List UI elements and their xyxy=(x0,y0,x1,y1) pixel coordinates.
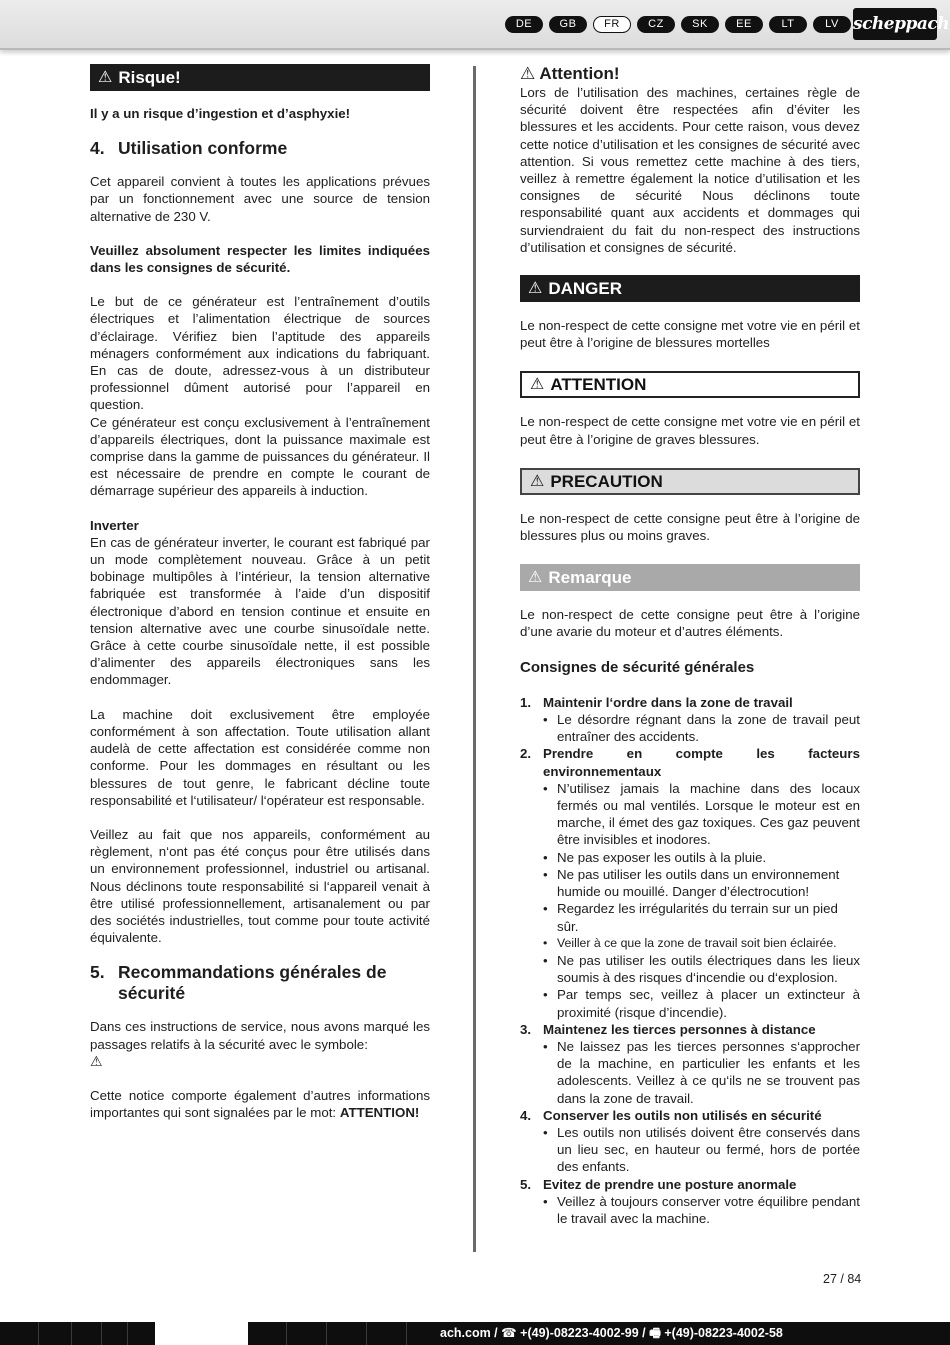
rule-bullet: • N’utilisez jamais la machine dans des locaux fermés ou mal ventilés. Lorsque le moteur est en marche, il émet des gaz toxiques. Ces gaz peuvent être invisibles et inodores. xyxy=(543,780,860,849)
warning-symbol-icon: ⚠ xyxy=(90,1052,103,1069)
footer-segment xyxy=(71,1322,102,1345)
precaution-label: PRECAUTION xyxy=(550,471,663,491)
rule-item xyxy=(520,745,860,1020)
s5-paragraph-1: Dans ces instructions de service, nous avons marqué les passages relatifs à la sécurité avec le symbole: xyxy=(90,1019,430,1052)
rule-number: 1. xyxy=(520,694,532,710)
lang-fr[interactable]: FR xyxy=(593,16,631,33)
danger-text: Le non-respect de cette consigne met votre vie en péril et peut être à l’origine de blessures mortelles xyxy=(520,318,860,351)
rule-bullet: • Ne pas utiliser les outils électriques dans les lieux soumis à des risques d‘incendie ou d‘explosion. xyxy=(543,952,860,986)
footer-segment xyxy=(286,1322,327,1345)
warning-icon: ⚠ xyxy=(520,64,536,83)
footer-white-block xyxy=(155,1322,248,1345)
s4-paragraph-3: Ce générateur est conçu exclusivement à l’entraînement d’appareils électriques, dont la puissance maximale est comprise dans la gamme de puissances du générateur. Il est nécessaire de prendre en compte le courant de démarrage supérieur des appareils à induction. xyxy=(90,414,430,499)
lang-lt[interactable]: LT xyxy=(769,16,807,33)
section-title: Utilisation conforme xyxy=(118,138,288,159)
rule-number: 5. xyxy=(520,1176,532,1192)
header-bar xyxy=(0,0,950,50)
section-number: 4. xyxy=(90,138,105,159)
rule-bullet: • Ne pas utiliser les outils dans un environnement humide ou mouillé. Danger d’électrocution! xyxy=(543,866,860,900)
danger-label: DANGER xyxy=(548,278,623,298)
s5-attention-word: ATTENTION! xyxy=(339,1105,420,1121)
risk-banner xyxy=(90,64,430,91)
rule-bullet: • Les outils non utilisés doivent être conservés dans un lieu sec, en hauteur ou fermé, hors de portée des enfants. xyxy=(543,1124,860,1176)
lang-gb[interactable]: GB xyxy=(549,16,587,33)
attention-banner xyxy=(520,371,860,398)
rule-number: 4. xyxy=(520,1107,532,1123)
precaution-text: Le non-respect de cette consigne peut être à l’origine de blessures plus ou moins graves. xyxy=(520,510,860,544)
rule-number: 3. xyxy=(520,1021,532,1037)
lang-de[interactable]: DE xyxy=(505,16,543,33)
rule-bullet: • Veillez à toujours conserver votre équilibre pendant le travail avec la machine. xyxy=(543,1193,860,1227)
danger-banner xyxy=(520,275,860,302)
right-column xyxy=(520,64,860,1227)
rule-item xyxy=(520,694,860,746)
rule-bullet: • Le désordre régnant dans la zone de travail peut entraîner des accidents. xyxy=(543,711,860,745)
brand-logo: scheppach xyxy=(853,8,937,40)
rule-item xyxy=(520,1176,860,1228)
risk-text: Il y a un risque d’ingestion et d’asphyxie! xyxy=(90,106,351,121)
left-column xyxy=(90,64,430,1121)
section-title: Recommandations générales de sécurité xyxy=(118,962,387,1004)
lang-lv[interactable]: LV xyxy=(813,16,851,33)
footer-segment xyxy=(127,1322,156,1345)
rule-title: Maintenir l‘ordre dans la zone de travail xyxy=(543,694,793,710)
language-selector xyxy=(505,16,851,33)
footer-segment xyxy=(326,1322,367,1345)
rule-title: Maintenez les tierces personnes à distance xyxy=(543,1021,816,1037)
section-4-heading xyxy=(90,138,430,159)
rule-bullet: • Par temps sec, veillez à placer un extincteur à proximité (risque d’incendie). xyxy=(543,986,860,1020)
rule-bullet: • Ne pas exposer les outils à la pluie. xyxy=(543,849,860,866)
safety-rules-list xyxy=(520,694,860,1227)
s4-paragraph-2: Le but de ce générateur est l’entraînement d’outils électriques et l’alimentation électrique de sources d’éclairage. Vérifiez bien l’aptitude des appareils ménagers conformément aux indications du fabriquant. En cas de doute, adressez-vous à un distributeur professionnel dûment autorisé pour l’appareil en question. xyxy=(90,294,430,413)
remarque-text: Le non-respect de cette consigne peut être à l’origine d’une avarie du moteur et d’autres éléments. xyxy=(520,607,860,640)
remarque-banner xyxy=(520,564,860,591)
attention-heading xyxy=(520,64,860,84)
footer-bar xyxy=(0,1322,950,1345)
precaution-banner xyxy=(520,468,860,495)
lang-sk[interactable]: SK xyxy=(681,16,719,33)
footer-segment xyxy=(366,1322,407,1345)
inverter-text: En cas de générateur inverter, le courant est fabriqué par un mode complètement nouveau. Grâce à un petit bobinage multipôles à l’intérieur, la tension alternative fabriquée est transformée à l’aide d’un dispositif électronique d’abord en tension continue et ensuite en tension alternative avec une courbe sinusoïdale nette. Grâce à cette courbe sinusoïdale nette, il est possible d’alimenter des appareils électroniques sans les endommager. xyxy=(90,534,430,688)
warning-icon: ⚠ xyxy=(528,569,543,587)
rule-bullet: • Regardez les irrégularités du terrain sur un pied sûr. xyxy=(543,900,860,934)
warning-icon: ⚠ xyxy=(530,376,545,394)
footer-segment xyxy=(0,1322,39,1345)
attention-label: ATTENTION xyxy=(550,375,647,395)
s5-paragraph-2-text: Cette notice comporte également d’autres informations importantes qui sont signalées par le mot: xyxy=(90,1087,430,1121)
inverter-title: Inverter xyxy=(90,517,139,533)
column-divider xyxy=(473,66,476,1252)
risk-heading: Risque! xyxy=(118,67,181,87)
s4-paragraph-5: Veillez au fait que nos appareils, conformément au règlement, n‘ont pas été conçus pour être utilisés dans un environnement professionnel, industriel ou artisanal. Nous déclinons toute responsabilité si l‘appareil venait à être utilisé professionnellement, artisanalement ou par des sociétés industrielles, tout comme pour toute activité équivalente. xyxy=(90,826,430,946)
general-safety-title: Consignes de sécurité générales xyxy=(520,658,755,676)
s4-paragraph-1: Cet appareil convient à toutes les applications prévues par un fonctionnement avec une source de tension alternative de 230 V. xyxy=(90,174,430,224)
s5-paragraph-2 xyxy=(90,1087,430,1121)
footer-contact: ach.com / ☎ +(49)-08223-4002-99 / 🖷 +(49)-08223-4002-58 xyxy=(440,1326,783,1340)
rule-bullet: • Ne laissez pas les tierces personnes s‘approcher de la machine, en particulier les enfants et les adolescents. Veillez à ce qu‘ils ne se trouvent pas dans la zone de travail. xyxy=(543,1038,860,1107)
remarque-label: Remarque xyxy=(548,568,632,588)
section-number: 5. xyxy=(90,962,105,983)
rule-title: Conserver les outils non utilisés en sécurité xyxy=(543,1107,822,1123)
lang-ee[interactable]: EE xyxy=(725,16,763,33)
rule-number: 2. xyxy=(520,746,532,762)
attention-text: Lors de l’utilisation des machines, certaines règle de sécurité doivent être respectées afin d’éviter les blessures et les accidents. Pour cette raison, vous devez cette notice d’utilisation et les consignes de sécurité avec attention. Si vous remettez cette machine à des tiers, veillez à remettre également la notice d’utilisation et les consignes de sécurité Nous déclinons toute responsabilité quant aux accidents et dommages qui surviendraient du fait du non-respect des instructions d’utilisation et consignes de sécurité. xyxy=(520,85,860,255)
page-number: 27 / 84 xyxy=(823,1272,862,1286)
rule-title: Prendre en compte les facteurs environnementaux xyxy=(543,746,860,779)
s4-paragraph-4: La machine doit exclusivement être employée conformément à son affectation. Toute utilisation allant audelà de cette affectation est considérée comme non conforme. Pour les dommages en résultant ou les blessures de tout genre, le fabricant décline toute responsabilité et l‘utilisateur/ l‘opérateur est responsable. xyxy=(90,706,430,808)
attention-box-text: Le non-respect de cette consigne met votre vie en péril et peut être à l’origine de graves blessures. xyxy=(520,414,860,447)
warning-icon: ⚠ xyxy=(530,472,545,490)
rule-bullet: • Veiller à ce que la zone de travail soit bien éclairée. xyxy=(543,935,860,952)
rule-title: Evitez de prendre une posture anormale xyxy=(543,1176,797,1192)
warning-icon: ⚠ xyxy=(528,279,543,297)
warning-icon: ⚠ xyxy=(98,68,113,86)
footer-segment xyxy=(101,1322,128,1345)
rule-item xyxy=(520,1021,860,1107)
lang-cz[interactable]: CZ xyxy=(637,16,675,33)
rule-item xyxy=(520,1107,860,1176)
s4-bold-notice: Veuillez absolument respecter les limites indiquées dans les consignes de sécurité. xyxy=(90,242,430,276)
section-5-heading xyxy=(90,962,430,1004)
attention-title: Attention! xyxy=(539,64,620,83)
footer-segment xyxy=(38,1322,72,1345)
footer-segment xyxy=(248,1322,287,1345)
